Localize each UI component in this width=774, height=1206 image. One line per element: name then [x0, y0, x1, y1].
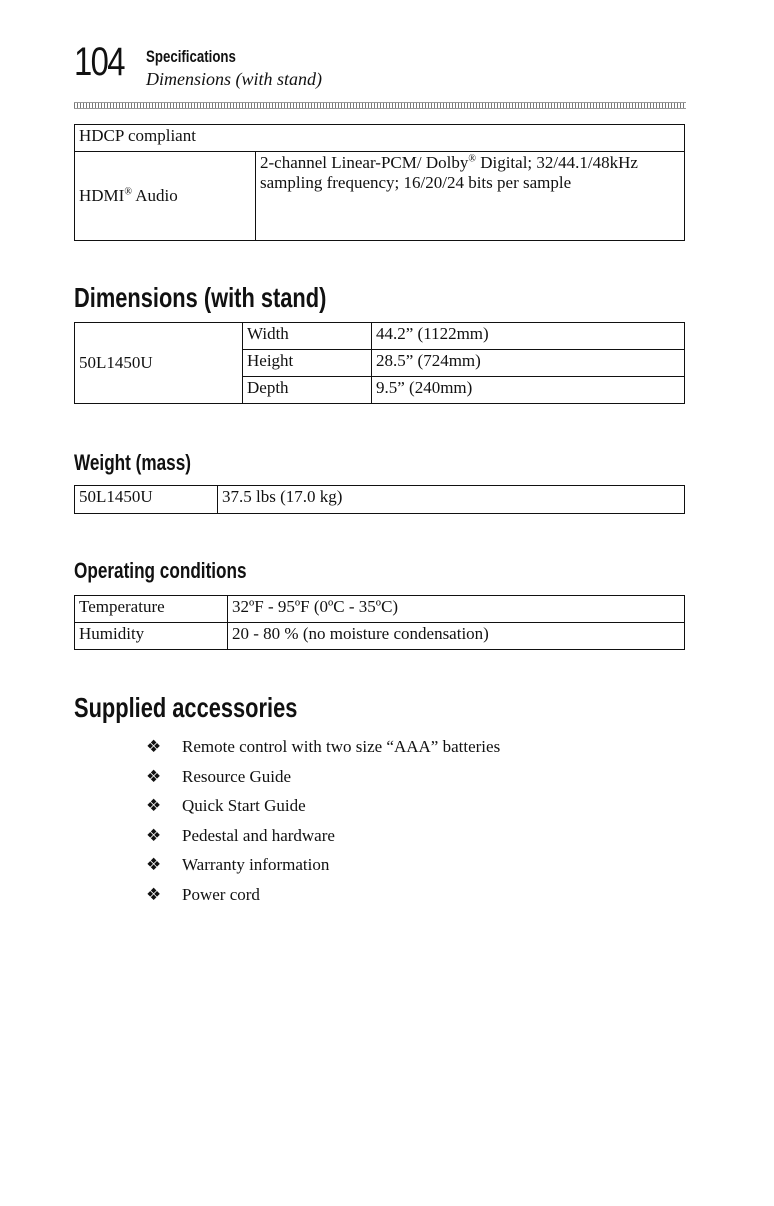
page-number: 104 [74, 40, 124, 84]
dimension-value-cell: 44.2” (1122mm) [372, 323, 685, 350]
hdmi-audio-label-cell: HDMI® Audio [75, 152, 256, 241]
list-item: ❖ Remote control with two size “AAA” batteries [146, 737, 501, 757]
list-item: ❖ Warranty information [146, 855, 330, 876]
table-row [75, 125, 685, 152]
running-header-subsection: Dimensions (with stand) [146, 69, 323, 89]
condition-label-cell: Humidity [75, 623, 228, 650]
diamond-bullet-icon: ❖ [146, 884, 162, 905]
hdcp-compliant-cell: HDCP compliant [75, 125, 685, 152]
table-row [75, 486, 685, 514]
operating-conditions-heading: Operating conditions [74, 558, 247, 583]
condition-value-cell: 32ºF - 95ºF (0ºC - 35ºC) [228, 596, 685, 623]
weight-value-cell: 37.5 lbs (17.0 kg) [218, 486, 685, 514]
weight-heading: Weight (mass) [74, 450, 191, 475]
table-row [75, 152, 685, 241]
hdmi-spec-table [74, 124, 685, 241]
condition-label-cell: Temperature [75, 596, 228, 623]
dimensions-model-cell: 50L1450U [75, 323, 243, 404]
dimension-value-cell: 9.5” (240mm) [372, 377, 685, 404]
list-item: ❖ Quick Start Guide [146, 796, 306, 817]
diamond-bullet-icon: ❖ [146, 855, 162, 876]
diamond-bullet-icon: ❖ [146, 796, 162, 817]
accessories-list [146, 736, 500, 914]
dimension-value-cell: 28.5” (724mm) [372, 350, 685, 377]
operating-conditions-table [74, 595, 685, 650]
table-row [75, 623, 685, 650]
weight-table [74, 485, 685, 514]
condition-value-cell: 20 - 80 % (no moisture condensation) [228, 623, 685, 650]
diamond-bullet-icon: ❖ [146, 737, 162, 757]
running-header-section: Specifications [146, 47, 236, 66]
dimension-label-cell: Depth [243, 377, 372, 404]
dimension-label-cell: Height [243, 350, 372, 377]
table-row [75, 596, 685, 623]
dimensions-heading: Dimensions (with stand) [74, 282, 327, 313]
diamond-bullet-icon: ❖ [146, 825, 162, 846]
list-item: ❖ Pedestal and hardware [146, 825, 335, 846]
diamond-bullet-icon: ❖ [146, 766, 162, 787]
list-item: ❖ Resource Guide [146, 766, 292, 787]
supplied-accessories-heading: Supplied accessories [74, 692, 298, 723]
dimension-label-cell: Width [243, 323, 372, 350]
hdmi-audio-value-cell: 2-channel Linear-PCM/ Dolby® Digital; 32/44.1/48kHz sampling frequency; 16/20/24 bits per sample [256, 152, 685, 241]
dimensions-table [74, 322, 685, 404]
table-row [75, 323, 685, 350]
header-rule-divider [74, 102, 686, 109]
weight-model-cell: 50L1450U [75, 486, 218, 514]
list-item: ❖ Power cord [146, 884, 260, 905]
